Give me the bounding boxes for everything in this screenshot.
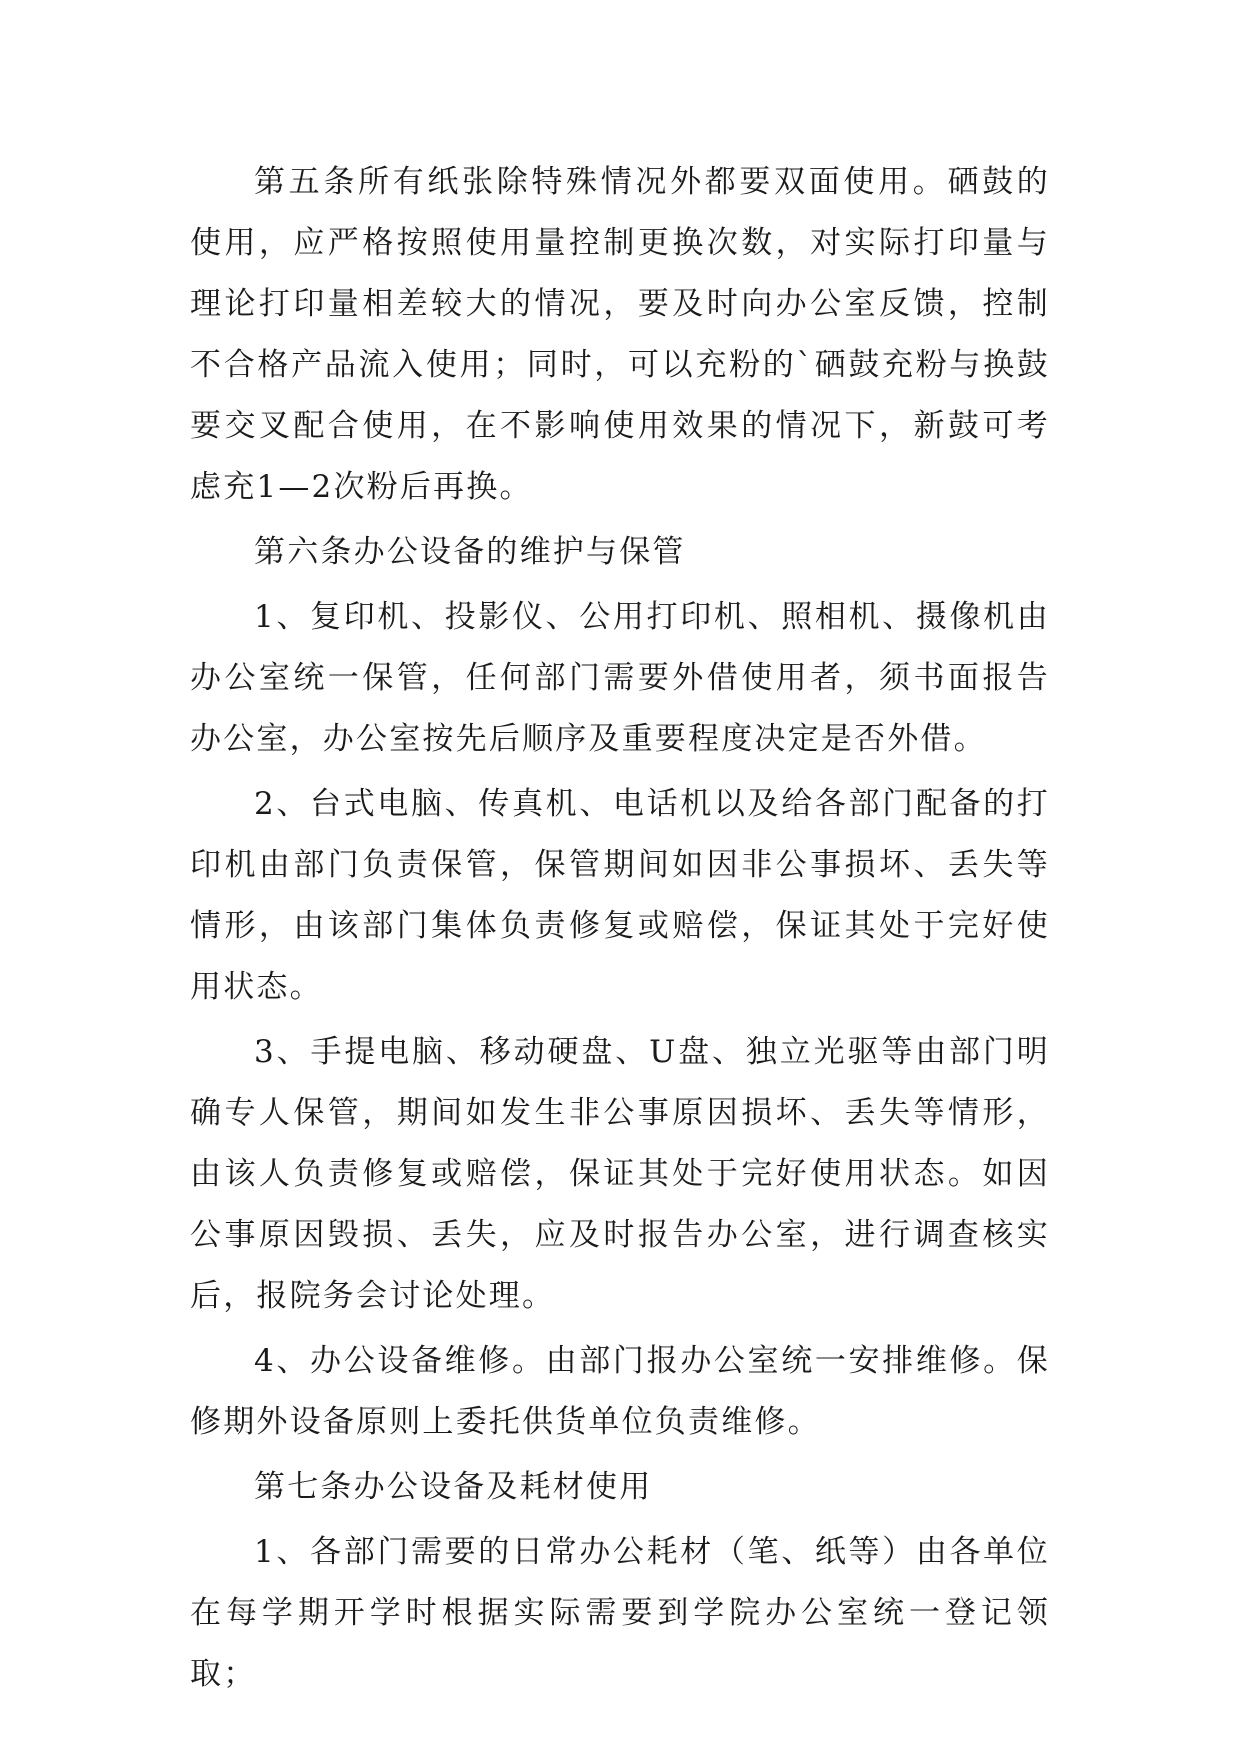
paragraph-item-6-3: 3、手提电脑、移动硬盘、U盘、独立光驱等由部门明确专人保管，期间如发生非公事原因损坏、丢失等情形，由该人负责修复或赔偿，保证其处于完好使用状态。如因公事原因毁损、丢失，应及时报告办公室，进行调查核实后，报院务会讨论处理。 (190, 1034, 1050, 1314)
paragraph-item-6-2: 2、台式电脑、传真机、电话机以及给各部门配备的打印机由部门负责保管，保管期间如因非公事损坏、丢失等情形，由该部门集体负责修复或赔偿，保证其处于完好使用状态。 (190, 786, 1050, 1005)
heading-article-7: 第七条办公设备及耗材使用 (254, 1469, 653, 1505)
paragraph-article-5: 第五条所有纸张除特殊情况外都要双面使用。硒鼓的使用，应严格按照使用量控制更换次数，对实际打印量与理论打印量相差较大的情况，要及时向办公室反馈，控制不合格产品流入使用；同时，可以充粉的`硒鼓充粉与换鼓要交叉配合使用，在不影响使用效果的情况下，新鼓可考虑充1—2次粉后再换。 (190, 164, 1050, 505)
heading-article-6: 第六条办公设备的维护与保管 (254, 534, 686, 570)
paragraph-item-7-1: 1、各部门需要的日常办公耗材（笔、纸等）由各单位在每学期开学时根据实际需要到学院办公室统一登记领取； (190, 1534, 1050, 1692)
document-body (190, 152, 1050, 1709)
paragraph-item-6-1: 1、复印机、投影仪、公用打印机、照相机、摄像机由办公室统一保管，任何部门需要外借使用者，须书面报告办公室，办公室按先后顺序及重要程度决定是否外借。 (190, 599, 1050, 757)
paragraph-item-6-4: 4、办公设备维修。由部门报办公室统一安排维修。保修期外设备原则上委托供货单位负责维修。 (190, 1343, 1050, 1440)
